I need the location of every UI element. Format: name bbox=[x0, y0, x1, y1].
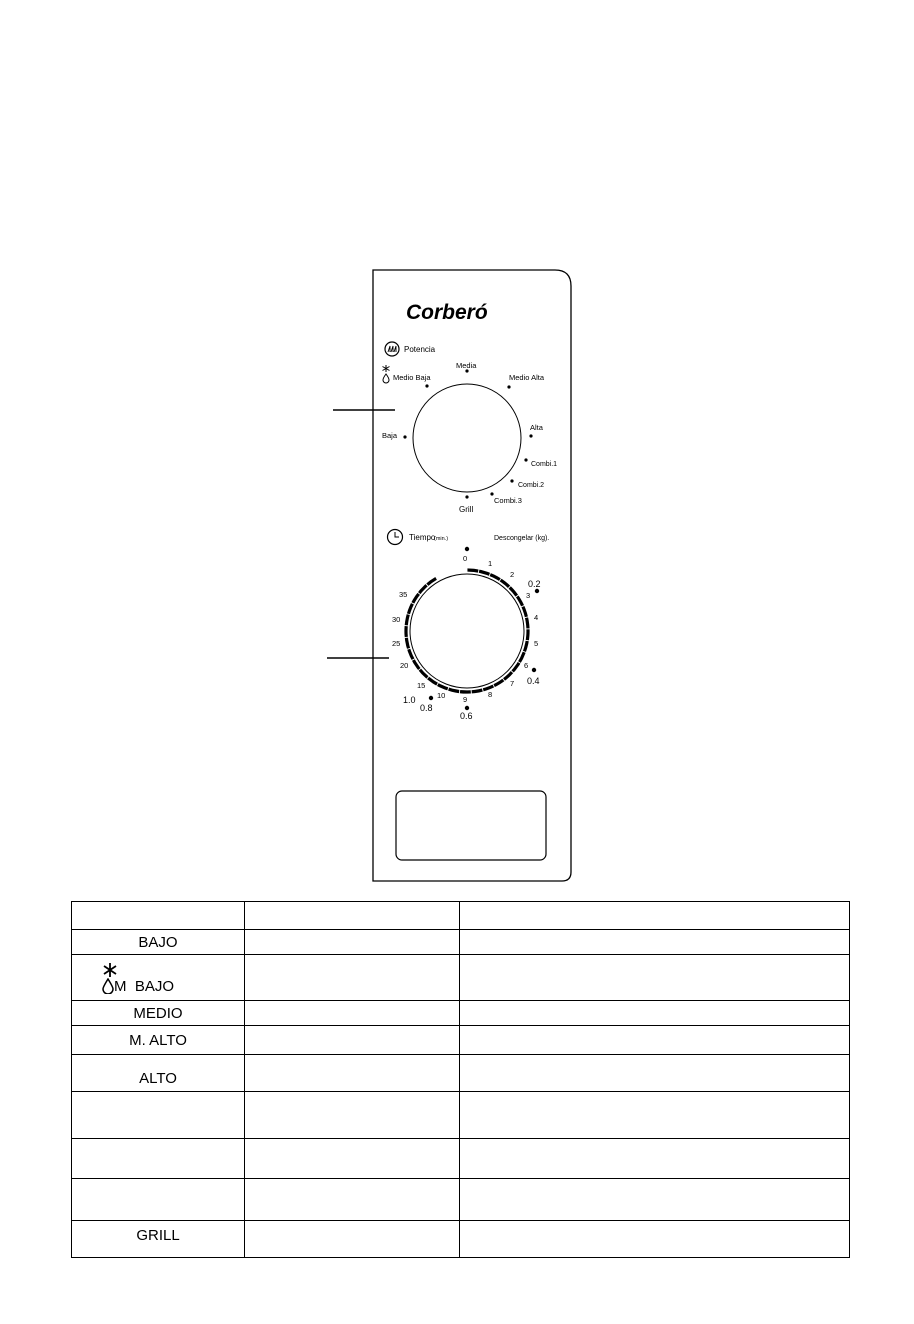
table-row bbox=[72, 955, 850, 1001]
power-position-dot bbox=[465, 495, 468, 498]
power-knob[interactable] bbox=[413, 384, 521, 492]
minute-label: 9 bbox=[463, 695, 468, 704]
minute-label: 2 bbox=[510, 570, 515, 579]
table-cell bbox=[245, 955, 460, 1001]
table-cell-level bbox=[72, 1001, 245, 1026]
minute-label: 20 bbox=[400, 661, 409, 670]
table-cell bbox=[245, 1055, 460, 1092]
power-label-combi-1: Combi.1 bbox=[531, 461, 558, 468]
level-label: M. ALTO bbox=[129, 1031, 187, 1049]
defrost-dot bbox=[532, 668, 536, 672]
power-label-medio-baja: Medio Baja bbox=[393, 373, 431, 382]
minute-label: 1 bbox=[488, 559, 493, 568]
minute-label: 6 bbox=[524, 661, 529, 670]
table-cell bbox=[460, 902, 850, 930]
table-cell bbox=[245, 1221, 460, 1258]
table-cell-level bbox=[72, 930, 245, 955]
minute-label: 8 bbox=[488, 690, 493, 699]
minute-label: 0 bbox=[463, 554, 468, 563]
power-position-dot bbox=[524, 458, 527, 461]
table-cell-level bbox=[72, 1221, 245, 1258]
table-cell bbox=[245, 1179, 460, 1221]
level-label: M BAJO bbox=[114, 977, 175, 995]
table-row bbox=[72, 1055, 850, 1092]
table-cell bbox=[460, 930, 850, 955]
timer-tick bbox=[525, 640, 530, 641]
table-cell bbox=[460, 955, 850, 1001]
table-cell bbox=[460, 1139, 850, 1179]
timer-tick bbox=[478, 569, 479, 574]
power-dial-title: Potencia bbox=[404, 345, 436, 354]
minute-label: 30 bbox=[392, 615, 401, 624]
defrost-dot bbox=[429, 696, 433, 700]
table-cell-level bbox=[72, 1179, 245, 1221]
table-cell bbox=[245, 902, 460, 930]
table-cell bbox=[245, 1026, 460, 1055]
minute-label: 4 bbox=[534, 613, 539, 622]
table-cell bbox=[245, 1139, 460, 1179]
power-position-dot bbox=[403, 435, 406, 438]
power-label-combi-2: Combi.2 bbox=[518, 482, 545, 489]
table-cell-level bbox=[72, 955, 245, 1001]
minute-label: 5 bbox=[534, 639, 539, 648]
defrost-scale-title: Descongelar (kg). bbox=[494, 535, 550, 542]
table-cell bbox=[460, 1001, 850, 1026]
level-label: BAJO bbox=[138, 933, 178, 951]
defrost-dot bbox=[535, 589, 539, 593]
table-cell-level bbox=[72, 1139, 245, 1179]
table-cell bbox=[460, 1092, 850, 1139]
defrost-weight-label: 0.6 bbox=[460, 711, 473, 721]
table-row bbox=[72, 1001, 850, 1026]
table-row bbox=[72, 930, 850, 955]
power-label-combi-3: Combi.3 bbox=[494, 496, 522, 505]
minute-label: 10 bbox=[437, 691, 446, 700]
table-cell bbox=[460, 1179, 850, 1221]
brand-logo: Corberó bbox=[406, 301, 488, 324]
power-position-dot bbox=[425, 384, 428, 387]
table-cell-level bbox=[72, 1026, 245, 1055]
table-row bbox=[72, 1139, 850, 1179]
defrost-weight-label: 0.2 bbox=[528, 579, 541, 589]
minute-label: 15 bbox=[417, 681, 426, 690]
display-window bbox=[396, 791, 546, 860]
power-label-alta: Alta bbox=[530, 423, 543, 432]
defrost-icon bbox=[102, 962, 118, 978]
table-cell bbox=[245, 930, 460, 955]
defrost-weight-label: 0.4 bbox=[527, 676, 540, 686]
defrost-weight-label: 0.8 bbox=[420, 703, 433, 713]
water-drop-icon bbox=[102, 978, 114, 994]
minute-label: 35 bbox=[399, 590, 408, 599]
table-row bbox=[72, 1221, 850, 1258]
table-cell-level bbox=[72, 1055, 245, 1092]
power-label-baja: Baja bbox=[382, 431, 398, 440]
power-label-medio-alta: Medio Alta bbox=[509, 373, 545, 382]
power-position-dot bbox=[529, 434, 532, 437]
table-row bbox=[72, 1179, 850, 1221]
power-levels-table bbox=[71, 901, 850, 1258]
minute-label: 3 bbox=[526, 591, 531, 600]
power-position-dot bbox=[507, 385, 510, 388]
timer-tick bbox=[459, 689, 460, 694]
level-label: ALTO bbox=[139, 1070, 177, 1087]
power-label-grill: Grill bbox=[459, 505, 474, 514]
minute-label: 7 bbox=[510, 679, 515, 688]
defrost-dot bbox=[465, 706, 469, 710]
table-cell bbox=[460, 1221, 850, 1258]
table-row bbox=[72, 902, 850, 930]
defrost-icon bbox=[383, 365, 390, 383]
timer-dial-title-unit: (min.) bbox=[434, 536, 449, 542]
timer-tick bbox=[404, 637, 409, 638]
power-label-media: Media bbox=[456, 361, 477, 370]
defrost-weight-label: 1.0 bbox=[403, 695, 416, 705]
clock-icon bbox=[388, 530, 403, 545]
table-row bbox=[72, 1092, 850, 1139]
defrost-dot bbox=[465, 547, 469, 551]
table-cell bbox=[245, 1092, 460, 1139]
table-row bbox=[72, 1026, 850, 1055]
table-cell bbox=[460, 1055, 850, 1092]
table-cell-level bbox=[72, 1092, 245, 1139]
power-icon bbox=[385, 342, 399, 356]
table-cell-level bbox=[72, 902, 245, 930]
table-cell bbox=[460, 1026, 850, 1055]
power-position-dot bbox=[510, 479, 513, 482]
level-label: MEDIO bbox=[133, 1004, 183, 1022]
timer-knob[interactable] bbox=[410, 574, 524, 688]
level-label: GRILL bbox=[136, 1227, 180, 1244]
timer-dial-title: Tiempo bbox=[409, 533, 436, 542]
minute-label: 25 bbox=[392, 639, 401, 648]
table-cell bbox=[245, 1001, 460, 1026]
